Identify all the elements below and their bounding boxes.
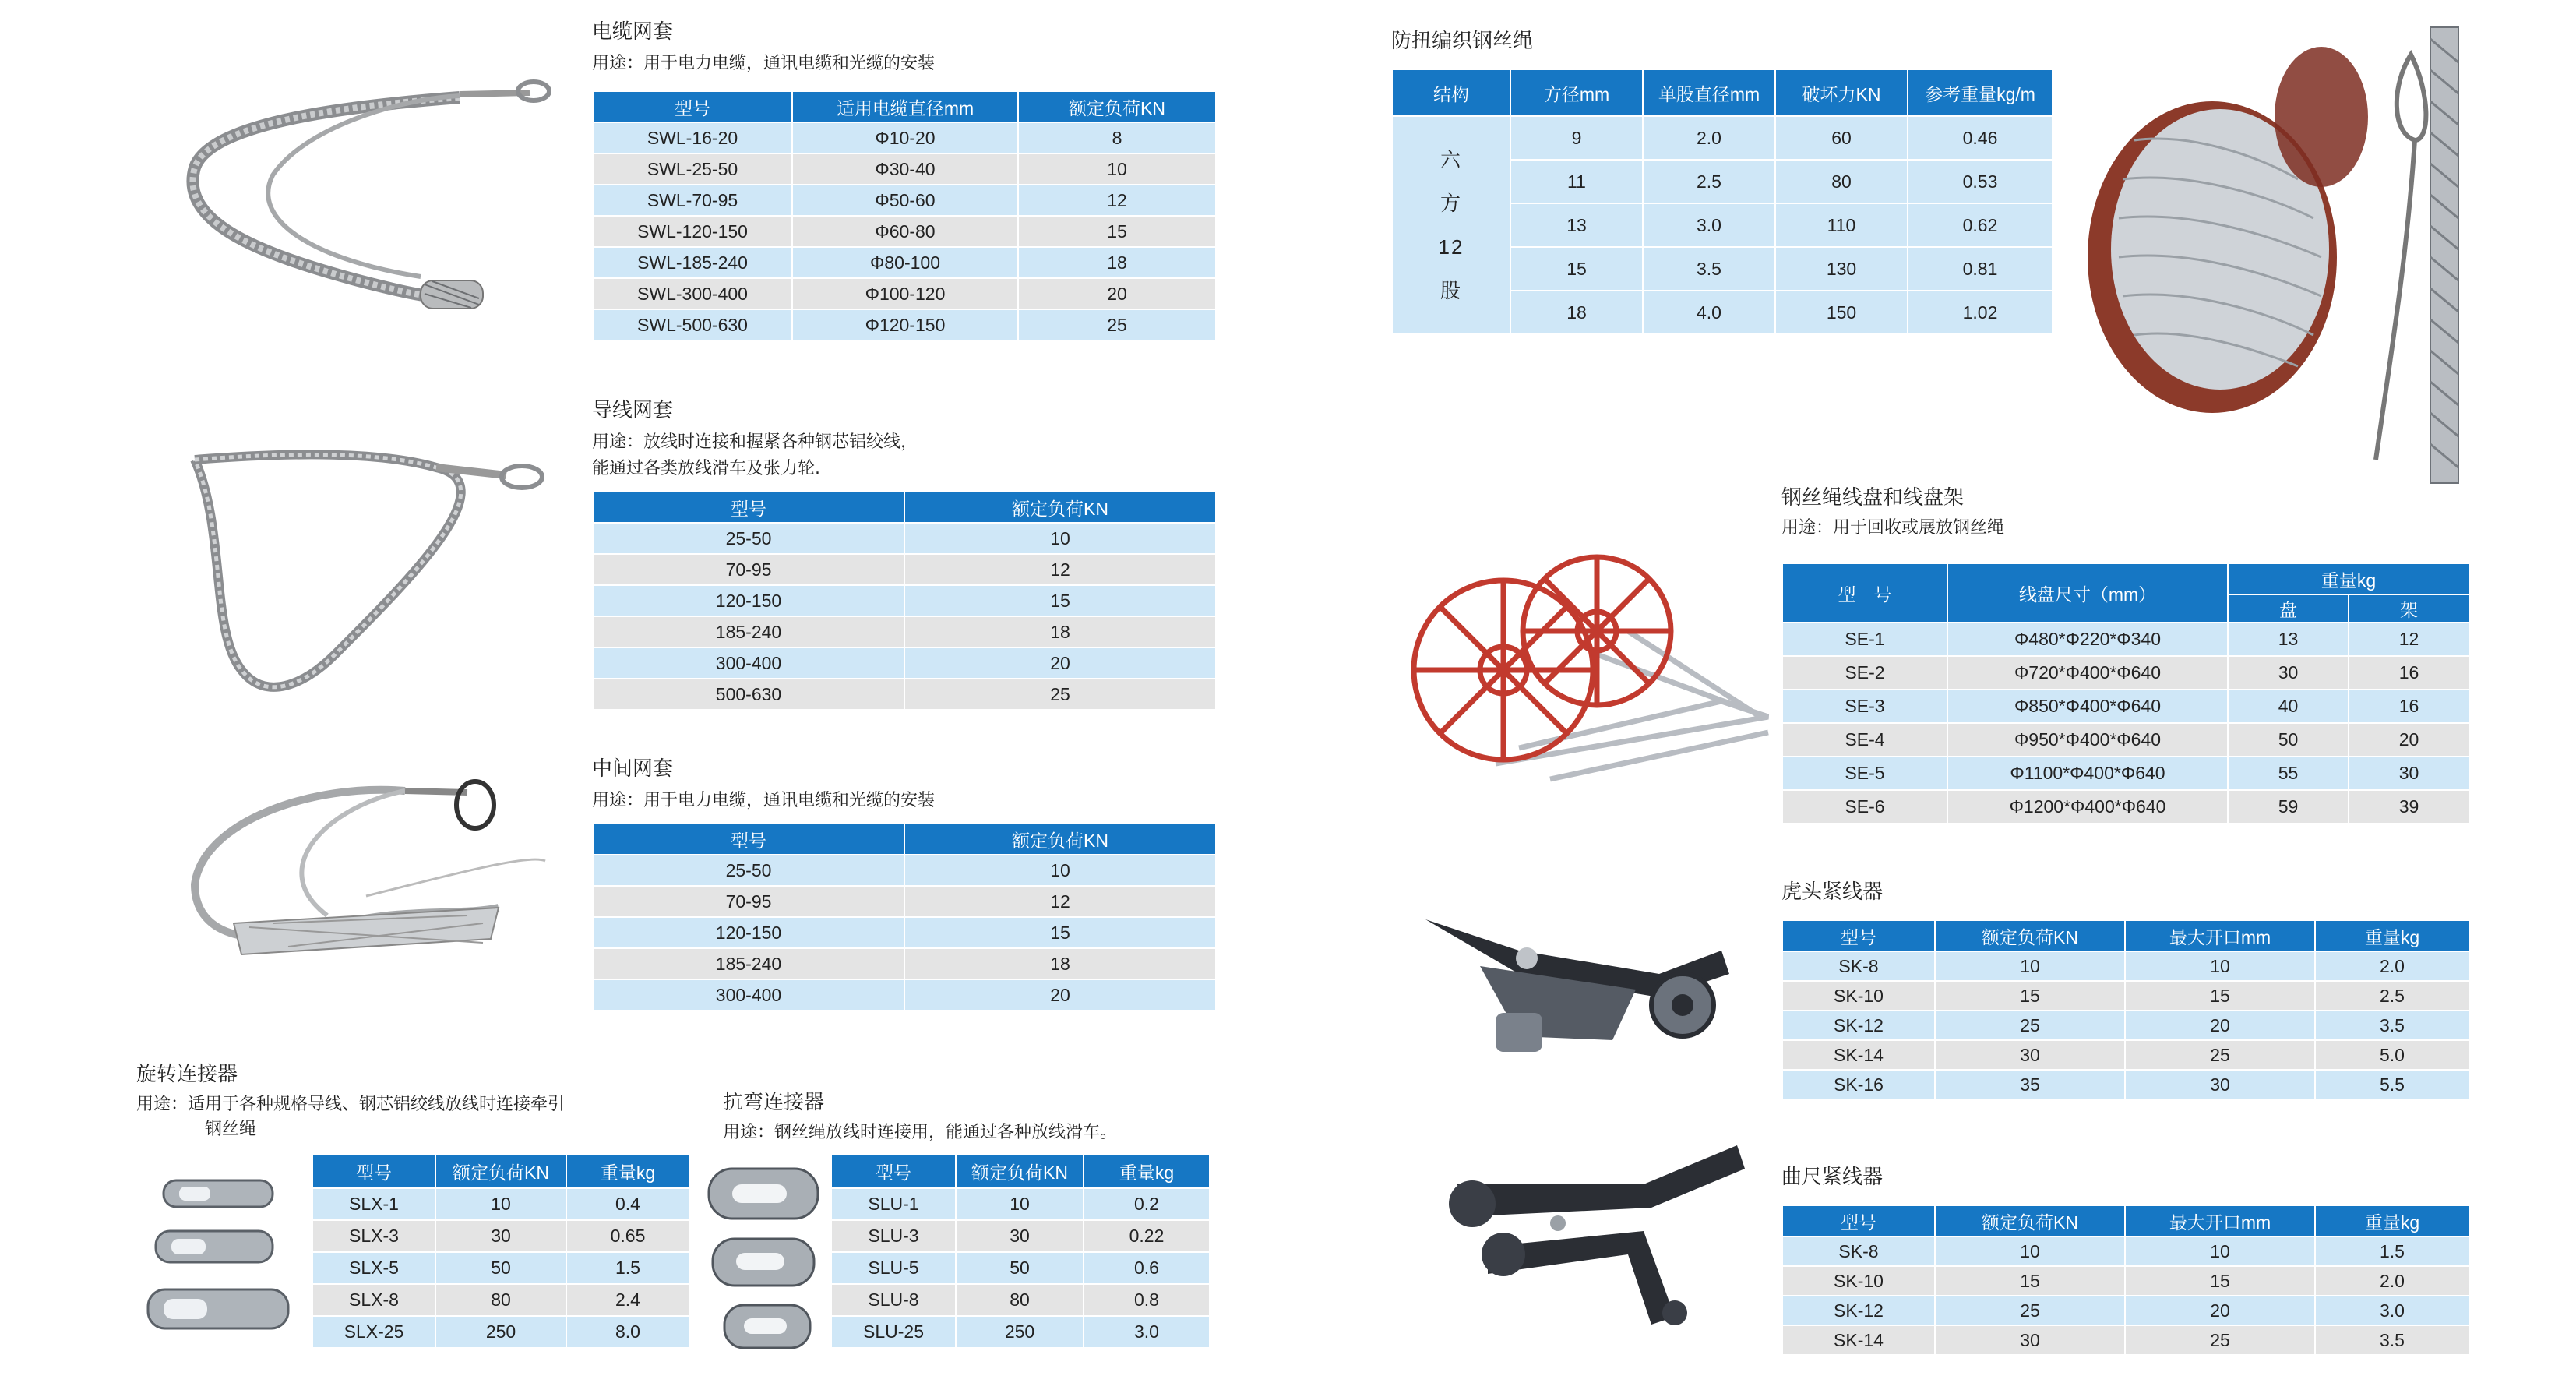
conductor-sock-title: 导线网套	[592, 399, 674, 422]
table-cell: 16	[2349, 690, 2469, 723]
table-row	[593, 185, 1216, 216]
table-cell: 3.5	[2315, 1011, 2469, 1040]
table-row	[593, 679, 1216, 710]
table-row	[831, 1284, 1210, 1316]
table-cell: 15	[1018, 216, 1216, 247]
table-cell: 25	[1935, 1011, 2125, 1040]
table-row	[1782, 790, 2469, 824]
table-row	[312, 1252, 689, 1284]
table-cell: 0.65	[566, 1220, 689, 1252]
lever-tensioner-header: 额定负荷KN	[1935, 1205, 2125, 1236]
table-cell: 5.5	[2315, 1070, 2469, 1099]
table-cell: Φ1200*Φ400*Φ640	[1947, 790, 2228, 824]
conductor-sock-table	[592, 491, 1217, 711]
table-row	[593, 153, 1216, 185]
table-cell: 20	[2125, 1296, 2315, 1325]
table-cell: 30	[2228, 656, 2349, 690]
table-cell: Φ60-80	[792, 216, 1018, 247]
wire-rope-header: 结构	[1392, 69, 1510, 116]
table-cell: SLU-3	[831, 1220, 956, 1252]
table-cell: 30	[435, 1220, 566, 1252]
table-cell: Φ1100*Φ400*Φ640	[1947, 757, 2228, 790]
table-cell: 18	[904, 616, 1216, 647]
table-cell: 5.0	[2315, 1040, 2469, 1070]
table-cell: SWL-16-20	[593, 122, 792, 153]
table-cell: Φ120-150	[792, 309, 1018, 340]
table-cell: 55	[2228, 757, 2349, 790]
table-row	[1782, 1325, 2469, 1355]
table-cell: 10	[1018, 153, 1216, 185]
table-cell: 110	[1775, 203, 1908, 247]
table-cell: 2.0	[2315, 1266, 2469, 1296]
table-row	[1782, 656, 2469, 690]
table-cell: SK-10	[1782, 981, 1935, 1011]
table-cell: 50	[956, 1252, 1084, 1284]
conductor-sock-image	[179, 421, 553, 701]
cable-sock-header: 适用电缆直径mm	[792, 91, 1018, 122]
table-cell: 30	[1935, 1325, 2125, 1355]
table-cell: 30	[2349, 757, 2469, 790]
table-cell: 40	[2228, 690, 2349, 723]
table-cell: 1.5	[566, 1252, 689, 1284]
cable-sock-table	[592, 90, 1217, 341]
table-cell: 9	[1510, 116, 1643, 160]
tiger-tensioner-header: 额定负荷KN	[1935, 920, 2125, 951]
cable-sock-header: 额定负荷KN	[1018, 91, 1216, 122]
table-cell: SK-10	[1782, 1266, 1935, 1296]
table-row	[1782, 951, 2469, 981]
table-cell: SK-12	[1782, 1011, 1935, 1040]
table-cell: 80	[956, 1284, 1084, 1316]
table-cell: SWL-25-50	[593, 153, 792, 185]
anti-bend-title: 抗弯连接器	[723, 1091, 825, 1114]
anti-bend-image	[701, 1161, 826, 1356]
table-cell: 3.0	[2315, 1296, 2469, 1325]
middle-sock-header: 额定负荷KN	[904, 824, 1216, 855]
table-row	[593, 979, 1216, 1011]
table-cell: 0.22	[1084, 1220, 1210, 1252]
table-cell: SK-8	[1782, 951, 1935, 981]
table-cell: 20	[2125, 1011, 2315, 1040]
cable-sock-usage: 用途：用于电力电缆，通讯电缆和光缆的安装	[592, 54, 936, 73]
table-cell: 2.0	[2315, 951, 2469, 981]
cable-sock-header: 型号	[593, 91, 792, 122]
table-cell: 250	[956, 1316, 1084, 1348]
swivel-usage-2-wrap	[136, 1117, 256, 1141]
table-cell: SK-8	[1782, 1236, 1935, 1266]
reel-image	[1394, 514, 1784, 818]
tiger-tensioner-header: 型号	[1782, 920, 1935, 951]
table-cell: 0.6	[1084, 1252, 1210, 1284]
swivel-usage-1: 用途：适用于各种规格导线、钢芯铝绞线放线时连接牵引	[136, 1095, 566, 1114]
table-row	[1782, 1070, 2469, 1099]
table-cell: SK-14	[1782, 1325, 1935, 1355]
anti-bend-header: 重量kg	[1084, 1154, 1210, 1188]
table-cell: 10	[956, 1188, 1084, 1220]
table-cell: 2.5	[1643, 160, 1775, 203]
table-cell: 0.8	[1084, 1284, 1210, 1316]
table-cell: 25-50	[593, 523, 904, 554]
table-row	[1782, 1236, 2469, 1266]
table-cell: Φ850*Φ400*Φ640	[1947, 690, 2228, 723]
table-cell: 3.5	[2315, 1325, 2469, 1355]
wire-rope-title: 防扭编织钢丝绳	[1391, 30, 1534, 53]
table-cell: 3.0	[1084, 1316, 1210, 1348]
lever-tensioner-title: 曲尺紧线器	[1781, 1166, 1884, 1189]
table-row	[1782, 981, 2469, 1011]
table-cell: Φ10-20	[792, 122, 1018, 153]
table-cell: SLX-1	[312, 1188, 435, 1220]
middle-sock-title: 中间网套	[592, 757, 674, 781]
table-cell: 80	[1775, 160, 1908, 203]
reel-usage: 用途：用于回收或展放钢丝绳	[1781, 518, 2005, 538]
table-cell: 30	[2125, 1070, 2315, 1099]
table-cell: 20	[2349, 723, 2469, 757]
table-cell: 0.2	[1084, 1188, 1210, 1220]
table-cell: 50	[435, 1252, 566, 1284]
table-cell: Φ480*Φ220*Φ340	[1947, 623, 2228, 656]
table-cell: 20	[1018, 278, 1216, 309]
table-cell: 18	[904, 948, 1216, 979]
wire-rope-structure: 六 方 12 股	[1392, 116, 1510, 334]
table-cell: SLX-8	[312, 1284, 435, 1316]
table-cell: 8	[1018, 122, 1216, 153]
table-cell: 1.02	[1908, 291, 2053, 334]
reel-header-model: 型 号	[1782, 563, 1947, 623]
table-cell: 12	[2349, 623, 2469, 656]
table-cell: Φ30-40	[792, 153, 1018, 185]
table-cell: SK-12	[1782, 1296, 1935, 1325]
table-cell: 15	[1510, 247, 1643, 291]
table-row	[593, 917, 1216, 948]
table-cell: Φ80-100	[792, 247, 1018, 278]
table-row	[312, 1316, 689, 1348]
table-row	[593, 554, 1216, 585]
table-row	[1782, 690, 2469, 723]
table-row	[312, 1220, 689, 1252]
table-cell: 0.53	[1908, 160, 2053, 203]
table-cell: 0.62	[1908, 203, 2053, 247]
table-cell: 10	[2125, 1236, 2315, 1266]
anti-bend-table	[830, 1153, 1210, 1349]
table-cell: 13	[1510, 203, 1643, 247]
table-cell: SE-1	[1782, 623, 1947, 656]
table-cell: 35	[1935, 1070, 2125, 1099]
middle-sock-table	[592, 823, 1217, 1011]
table-cell: 185-240	[593, 616, 904, 647]
table-cell: 25-50	[593, 855, 904, 886]
table-cell: 8.0	[566, 1316, 689, 1348]
table-cell: 15	[1935, 1266, 2125, 1296]
table-cell: 25	[1935, 1296, 2125, 1325]
middle-sock-header: 型号	[593, 824, 904, 855]
table-cell: SLX-5	[312, 1252, 435, 1284]
tiger-tensioner-table	[1781, 919, 2470, 1100]
swivel-header: 额定负荷KN	[435, 1154, 566, 1188]
tiger-tensioner-image	[1410, 904, 1753, 1075]
table-row	[831, 1188, 1210, 1220]
table-row	[593, 122, 1216, 153]
middle-sock-image	[171, 767, 561, 978]
table-cell: 10	[2125, 951, 2315, 981]
table-cell: 500-630	[593, 679, 904, 710]
table-cell: SLX-3	[312, 1220, 435, 1252]
wire-rope-header: 参考重量kg/m	[1908, 69, 2053, 116]
table-cell: 10	[1935, 951, 2125, 981]
table-cell: SWL-120-150	[593, 216, 792, 247]
swivel-image	[140, 1165, 312, 1344]
swivel-usage-2: 钢丝绳	[205, 1120, 257, 1139]
table-cell: SK-14	[1782, 1040, 1935, 1070]
table-row	[593, 616, 1216, 647]
table-cell: 16	[2349, 656, 2469, 690]
table-cell: SE-5	[1782, 757, 1947, 790]
tiger-tensioner-header: 重量kg	[2315, 920, 2469, 951]
tiger-tensioner-title: 虎头紧线器	[1781, 880, 1884, 904]
table-cell: SWL-185-240	[593, 247, 792, 278]
table-row	[593, 523, 1216, 554]
anti-bend-header: 额定负荷KN	[956, 1154, 1084, 1188]
table-cell: 4.0	[1643, 291, 1775, 334]
lever-tensioner-header: 最大开口mm	[2125, 1205, 2315, 1236]
wire-rope-table	[1391, 69, 2053, 335]
table-cell: 10	[435, 1188, 566, 1220]
lever-tensioner-header: 型号	[1782, 1205, 1935, 1236]
reel-table	[1781, 563, 2470, 824]
table-row	[831, 1252, 1210, 1284]
table-cell: 25	[2125, 1325, 2315, 1355]
swivel-table	[312, 1153, 690, 1349]
table-cell: 150	[1775, 291, 1908, 334]
table-cell: 15	[904, 917, 1216, 948]
conductor-sock-usage-1: 用途：放线时连接和握紧各种钢芯铝绞线，	[592, 432, 918, 452]
table-cell: 10	[904, 523, 1216, 554]
table-cell: 2.0	[1643, 116, 1775, 160]
table-cell: 120-150	[593, 917, 904, 948]
conductor-sock-usage-2: 能通过各类放线滑车及张力轮.	[592, 459, 820, 478]
table-row	[1782, 723, 2469, 757]
table-cell: 20	[904, 979, 1216, 1011]
reel-header-size: 线盘尺寸（mm）	[1947, 563, 2228, 623]
reel-header-frame: 架	[2349, 594, 2469, 623]
table-cell: 0.81	[1908, 247, 2053, 291]
table-cell: 59	[2228, 790, 2349, 824]
lever-tensioner-image	[1441, 1138, 1753, 1340]
table-cell: 12	[904, 886, 1216, 917]
table-cell: SE-6	[1782, 790, 1947, 824]
table-cell: 60	[1775, 116, 1908, 160]
table-cell: 2.5	[2315, 981, 2469, 1011]
table-cell: SE-4	[1782, 723, 1947, 757]
table-cell: 130	[1775, 247, 1908, 291]
table-cell: SE-2	[1782, 656, 1947, 690]
tiger-tensioner-header: 最大开口mm	[2125, 920, 2315, 951]
table-cell: 39	[2349, 790, 2469, 824]
table-cell: 120-150	[593, 585, 904, 616]
table-cell: 18	[1018, 247, 1216, 278]
table-cell: Φ720*Φ400*Φ640	[1947, 656, 2228, 690]
table-cell: 15	[2125, 1266, 2315, 1296]
table-row	[1782, 1266, 2469, 1296]
table-cell: 2.4	[566, 1284, 689, 1316]
swivel-header: 型号	[312, 1154, 435, 1188]
cable-sock-title: 电缆网套	[592, 20, 674, 44]
table-row	[1782, 1296, 2469, 1325]
table-cell: 25	[2125, 1040, 2315, 1070]
wire-rope-header: 单股直径mm	[1643, 69, 1775, 116]
table-cell: 0.4	[566, 1188, 689, 1220]
table-cell: 15	[904, 585, 1216, 616]
table-row	[593, 886, 1216, 917]
table-cell: 300-400	[593, 979, 904, 1011]
table-row	[1782, 623, 2469, 656]
table-row	[593, 855, 1216, 886]
table-cell: 3.0	[1643, 203, 1775, 247]
table-cell: 50	[2228, 723, 2349, 757]
table-cell: 30	[1935, 1040, 2125, 1070]
table-row	[593, 948, 1216, 979]
anti-bend-usage: 用途：钢丝绳放线时连接用，能通过各种放线滑车。	[723, 1123, 1118, 1142]
table-row	[1782, 1011, 2469, 1040]
table-row	[831, 1220, 1210, 1252]
table-cell: 80	[435, 1284, 566, 1316]
table-cell: 185-240	[593, 948, 904, 979]
table-cell: SWL-70-95	[593, 185, 792, 216]
table-cell: 25	[904, 679, 1216, 710]
reel-header-disc: 盘	[2228, 594, 2349, 623]
conductor-sock-header: 额定负荷KN	[904, 492, 1216, 523]
swivel-header: 重量kg	[566, 1154, 689, 1188]
table-row	[1392, 116, 2053, 160]
table-cell: 10	[904, 855, 1216, 886]
table-cell: SK-16	[1782, 1070, 1935, 1099]
wire-rope-header: 方径mm	[1510, 69, 1643, 116]
table-cell: SE-3	[1782, 690, 1947, 723]
table-cell: SLU-5	[831, 1252, 956, 1284]
middle-sock-usage: 用途：用于电力电缆，通讯电缆和光缆的安装	[592, 791, 936, 810]
conductor-sock-header: 型号	[593, 492, 904, 523]
table-cell: Φ100-120	[792, 278, 1018, 309]
table-cell: 11	[1510, 160, 1643, 203]
cable-sock-image	[164, 74, 553, 316]
lever-tensioner-header: 重量kg	[2315, 1205, 2469, 1236]
table-cell: 15	[1935, 981, 2125, 1011]
table-cell: 12	[1018, 185, 1216, 216]
table-row	[312, 1188, 689, 1220]
table-row	[593, 247, 1216, 278]
table-cell: 18	[1510, 291, 1643, 334]
table-cell: Φ950*Φ400*Φ640	[1947, 723, 2228, 757]
table-cell: SLU-25	[831, 1316, 956, 1348]
table-row	[593, 585, 1216, 616]
table-cell: 70-95	[593, 554, 904, 585]
table-cell: SLU-8	[831, 1284, 956, 1316]
table-cell: Φ50-60	[792, 185, 1018, 216]
table-row	[593, 278, 1216, 309]
table-row	[1782, 757, 2469, 790]
table-cell: SWL-300-400	[593, 278, 792, 309]
table-row	[1782, 1040, 2469, 1070]
table-cell: SWL-500-630	[593, 309, 792, 340]
wire-rope-header: 破坏力KN	[1775, 69, 1908, 116]
table-cell: SLU-1	[831, 1188, 956, 1220]
table-row	[593, 216, 1216, 247]
table-cell: 10	[1935, 1236, 2125, 1266]
reel-title: 钢丝绳线盘和线盘架	[1781, 486, 1965, 510]
table-cell: 30	[956, 1220, 1084, 1252]
table-cell: 0.46	[1908, 116, 2053, 160]
swivel-title: 旋转连接器	[136, 1063, 238, 1086]
lever-tensioner-table	[1781, 1205, 2470, 1356]
table-row	[831, 1316, 1210, 1348]
table-cell: SLX-25	[312, 1316, 435, 1348]
wire-rope-reel-image	[2064, 23, 2469, 491]
table-cell: 70-95	[593, 886, 904, 917]
table-row	[593, 647, 1216, 679]
table-cell: 12	[904, 554, 1216, 585]
table-cell: 13	[2228, 623, 2349, 656]
table-cell: 300-400	[593, 647, 904, 679]
reel-header-weight: 重量kg	[2228, 563, 2469, 594]
table-cell: 20	[904, 647, 1216, 679]
anti-bend-header: 型号	[831, 1154, 956, 1188]
table-cell: 250	[435, 1316, 566, 1348]
table-row	[312, 1284, 689, 1316]
table-cell: 3.5	[1643, 247, 1775, 291]
table-cell: 25	[1018, 309, 1216, 340]
table-cell: 15	[2125, 981, 2315, 1011]
table-row	[593, 309, 1216, 340]
table-cell: 1.5	[2315, 1236, 2469, 1266]
